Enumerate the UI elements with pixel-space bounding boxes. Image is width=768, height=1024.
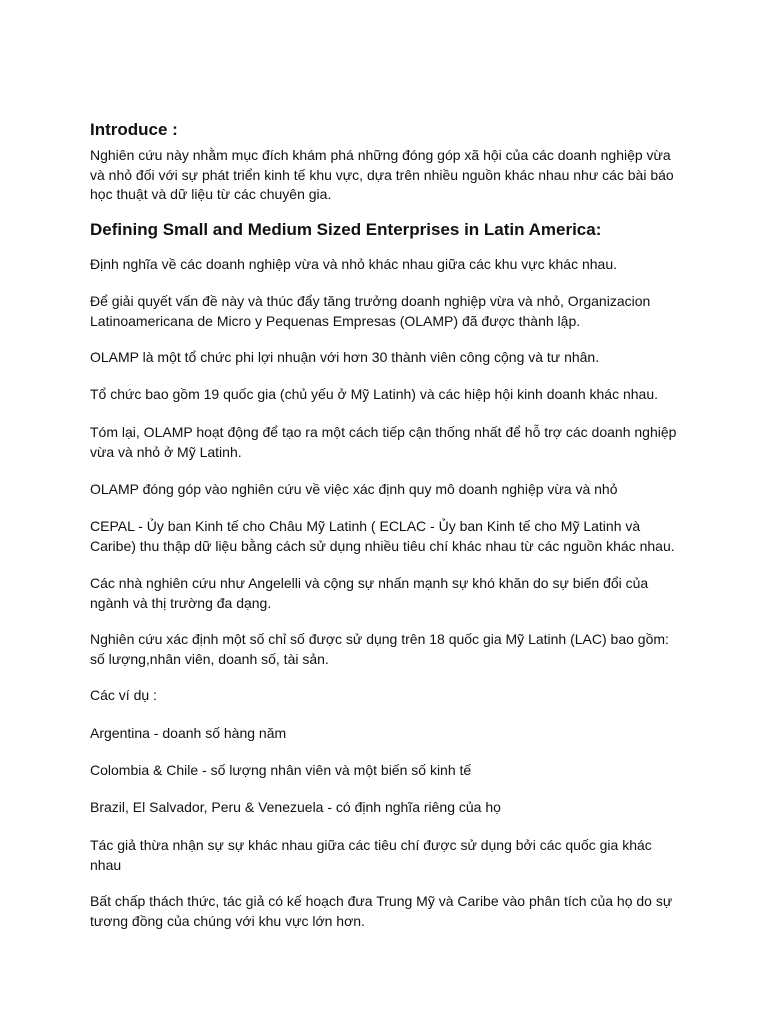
paragraph-olamp-contribution: OLAMP đóng góp vào nghiên cứu về việc xác định quy mô doanh nghiệp vừa và nhỏ (90, 481, 618, 497)
paragraph-indicators: Nghiên cứu xác định một số chỉ số được sử dụng trên 18 quốc gia Mỹ Latinh (LAC) bao gồm: số lượng,nhân viên, doanh số, tài sản. (90, 631, 669, 667)
paragraph-example-colombia-chile: Colombia & Chile - số lượng nhân viên và một biến số kinh tế (90, 762, 472, 778)
paragraph-author-acknowledges: Tác giả thừa nhận sự sự khác nhau giữa các tiêu chí được sử dụng bởi các quốc gia khác nhau (90, 837, 652, 873)
paragraph-olamp-summary: Tóm lại, OLAMP hoạt động để tạo ra một cách tiếp cận thống nhất để hỗ trợ các doanh nghiệp vừa và nhỏ ở Mỹ Latinh. (90, 424, 677, 460)
paragraph-cepal: CEPAL - Ủy ban Kinh tế cho Châu Mỹ Latinh ( ECLAC - Ủy ban Kinh tế cho Mỹ Latinh và Caribe) thu thập dữ liệu bằng cách sử dụng nhiều tiêu chí khác nhau từ các nguồn khác nhau. (90, 518, 675, 554)
paragraph-olamp-countries: Tổ chức bao gồm 19 quốc gia (chủ yếu ở Mỹ Latinh) và các hiệp hội kinh doanh khác nhau. (90, 386, 659, 402)
paragraph-olamp-members: OLAMP là một tổ chức phi lợi nhuận với hơn 30 thành viên công cộng và tư nhân. (90, 349, 600, 365)
paragraph-researchers: Các nhà nghiên cứu như Angelelli và cộng sự nhấn mạnh sự khó khăn do sự biến đổi của ngành và thị trường đa dạng. (90, 575, 649, 611)
paragraph-examples-label: Các ví dụ : (90, 687, 157, 703)
paragraph-example-argentina: Argentina - doanh số hàng năm (90, 725, 287, 741)
section-heading: Defining Small and Medium Sized Enterprises in Latin America: (90, 220, 602, 239)
paragraph-author-plans: Bất chấp thách thức, tác giả có kế hoạch đưa Trung Mỹ và Caribe vào phân tích của họ do sự tương đồng của chúng với khu vực lớn hơn. (90, 893, 673, 929)
paragraph-olamp-founding: Để giải quyết vấn đề này và thúc đẩy tăng trưởng doanh nghiệp vừa và nhỏ, Organizacion Latinoamericana de Micro y Pequenas Empresas (OLAMP) đã được thành lập. (90, 293, 651, 329)
intro-heading: Introduce : (90, 120, 178, 139)
intro-paragraph: Nghiên cứu này nhằm mục đích khám phá những đóng góp xã hội của các doanh nghiệp vừa và nhỏ đối với sự phát triển kinh tế khu vực, dựa trên nhiều nguồn khác nhau như các bài báo học thuật và dữ liệu từ các chuyên gia. (90, 147, 674, 202)
paragraph-example-brazil: Brazil, El Salvador, Peru & Venezuela - có định nghĩa riêng của họ (90, 799, 501, 815)
paragraph-definition: Định nghĩa về các doanh nghiệp vừa và nhỏ khác nhau giữa các khu vực khác nhau. (90, 256, 618, 272)
